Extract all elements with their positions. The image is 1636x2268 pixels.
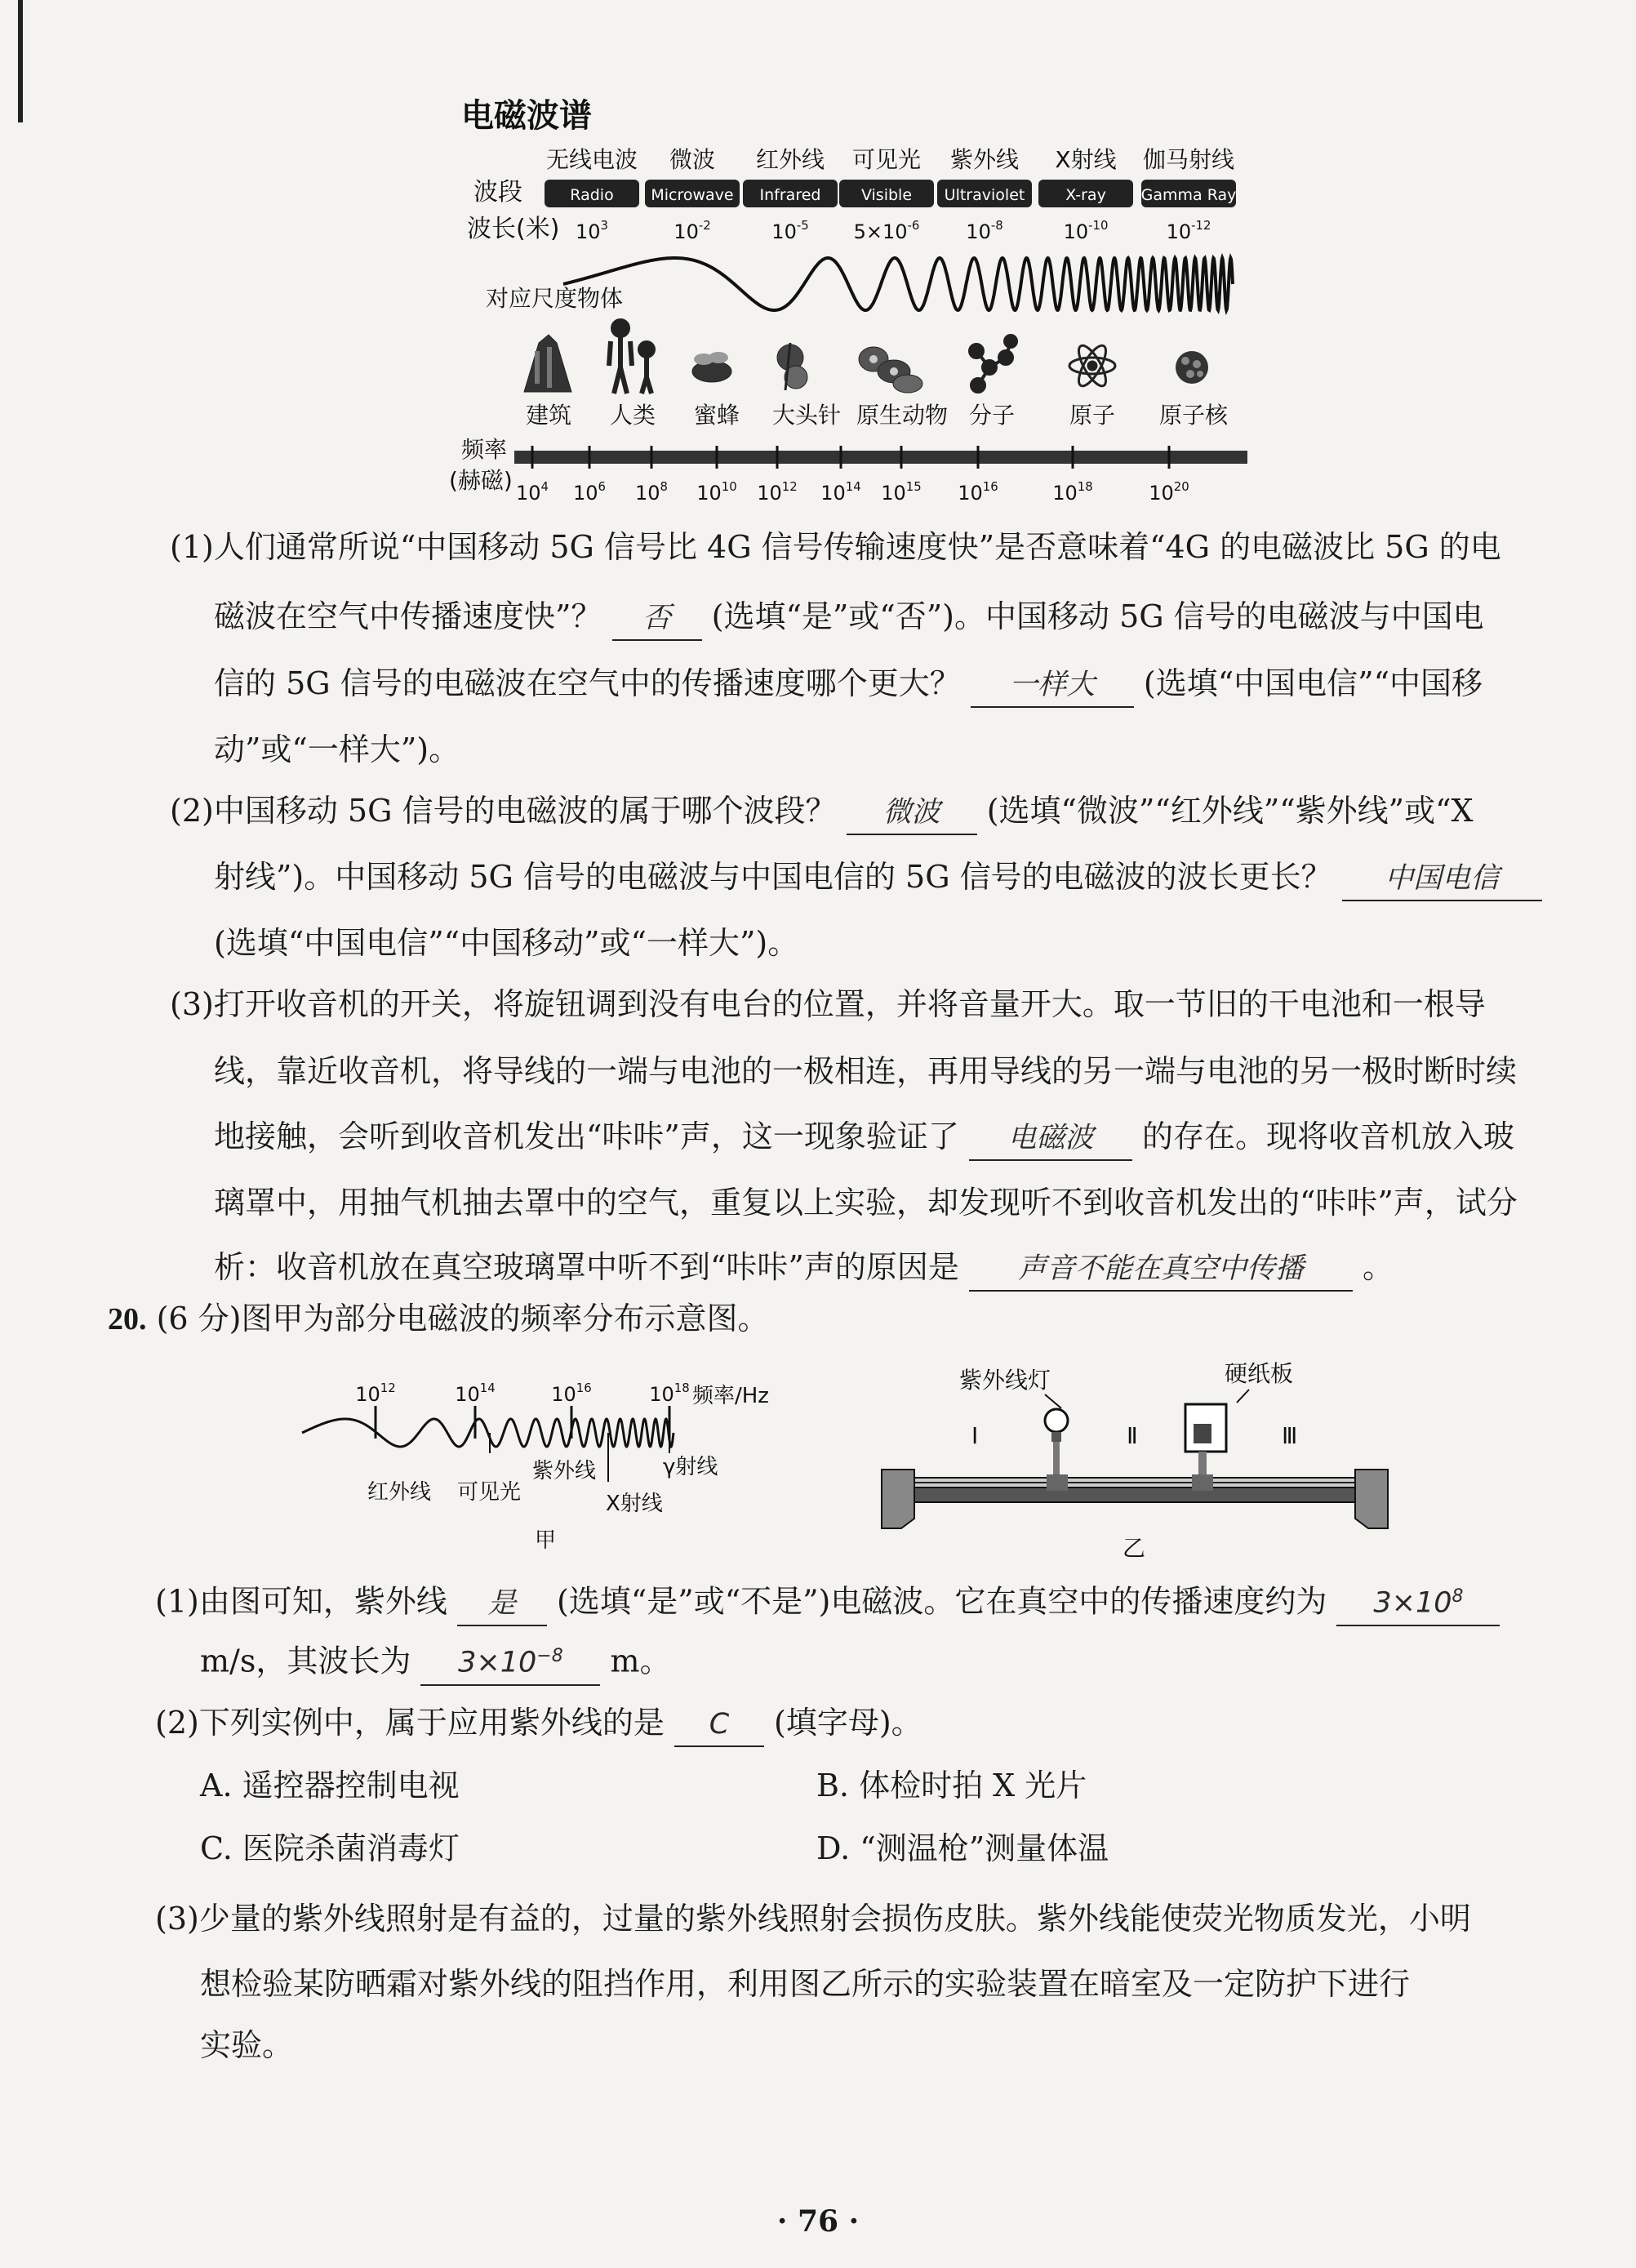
figure-yi-caption: 乙 [1123,1535,1146,1562]
figure-jia-tick-label: $10^{14}$ [455,1381,496,1406]
figure-jia-ticks [355,1381,689,1439]
band-name-cn: 可见光 [851,146,922,173]
q19-p3-line1: (3)打开收音机的开关，将旋钮调到没有电台的位置，并将音量开大。取一节旧的干电池和一根导 [170,986,1486,1022]
q20-p3-line2: 想检验某防晒霜对紫外线的阻挡作用，利用图乙所示的实验装置在暗室及一定防护下进行 [200,1966,1411,2002]
object-label: 人类 [609,402,656,429]
label-infrared: 红外线 [367,1480,432,1505]
q19-p1-text-a: 磁波在空气中传播速度快”？ [214,598,602,634]
cardboard-icon [1185,1404,1226,1476]
q20-number: 20. [108,1302,147,1336]
q19-p3-text-a: 地接触，会听到收音机发出“咔咔”声，这一现象验证了 [214,1118,959,1154]
q19-p3-line2: 线，靠近收音机，将导线的一端与电池的一极相连，再用导线的另一端与电池的另一极时断时续 [214,1053,1518,1089]
q19-answer-blank-2: 一样大 [971,664,1134,708]
freq-unit-label: 频率/Hz [692,1384,769,1408]
q20-option-b: B. 体检时拍 X 光片 [816,1768,1087,1803]
q20-answer-blank-3 [420,1635,600,1686]
wavelength-row-label: 波长(米) [467,215,560,243]
freq-tick-label: $10^{10}$ [696,479,737,505]
band-name-cn: X射线 [1055,146,1117,173]
band-name-en: Visible [860,186,913,204]
freq-tick-label: $10^{14}$ [820,479,861,505]
freq-tick-label: $10^{12}$ [757,479,798,505]
q19-p3-line3 [214,1112,1514,1161]
q20-option-c: C. 医院杀菌消毒灯 [200,1830,460,1866]
q20-answer-blank-4: C [674,1703,764,1747]
band-name-cn: 红外线 [755,146,825,173]
q19-p3-text-b: 的存在。现将收音机放入玻 [1142,1118,1515,1154]
object-label: 建筑 [525,402,572,429]
band-columns [545,146,1236,243]
scale-row-label: 对应尺度物体 [486,285,624,312]
q20-answer-3-exp: −8 [536,1646,563,1666]
region-2: Ⅱ [1127,1422,1138,1449]
q20-p1-text-b: (选填“是”或“不是”)电磁波。它在真空中的传播速度约为 [557,1583,1327,1620]
frequency-bar [514,451,1247,464]
q19-p3-text-c: 析：收音机放在真空玻璃罩中听不到“咔咔”声的原因是 [214,1249,959,1285]
q19-p3-line4: 璃罩中，用抽气机抽去罩中的空气，重复以上实验，却发现听不到收音机发出的“咔咔”声，试分 [214,1185,1518,1221]
figure-jia-caption: 甲 [535,1528,557,1553]
label-xray: X射线 [606,1492,663,1516]
freq-tick-label: $10^{18}$ [1052,479,1093,505]
q19-answer-blank-3: 微波 [847,791,977,835]
q19-p2-text-a: (2)中国移动 5G 信号的电磁波的属于哪个波段？ [170,793,837,829]
band-wavelength: $10^{-12}$ [1166,218,1211,243]
label-uv: 紫外线 [532,1459,597,1483]
band-name-en: Gamma Ray [1140,186,1237,204]
q19-p3-line5 [214,1243,1394,1292]
band-wavelength: $10^{-5}$ [771,218,809,243]
band-name-cn: 微波 [669,146,716,173]
q19-p1-text-d: (选填“中国电信”“中国移 [1143,665,1483,701]
freq-tick-label: $10^4$ [515,479,549,505]
q19-p2-line2 [214,852,1542,901]
optical-bench [882,1470,1388,1528]
q19-p1-line3 [214,659,1483,708]
object-icons [524,321,1208,394]
uv-lamp-icon [1045,1409,1068,1474]
object-label: 原子 [1069,402,1116,429]
q19-p2-line1 [170,786,1474,835]
q19-answer-blank-6: 声音不能在真空中传播 [969,1247,1353,1292]
figure-yi-optical-bench [865,1347,1404,1576]
object-label: 大头针 [771,402,842,429]
band-wavelength: $10^{-2}$ [674,218,711,243]
q20-p1-text-c: m/s，其波长为 [200,1643,411,1679]
freq-tick-label: $10^{20}$ [1149,479,1189,505]
q20-answer-3-base: 3×10 [458,1646,537,1679]
page-number: · 76 · [776,2204,860,2239]
label-gamma: γ射线 [663,1455,718,1479]
object-label: 原子核 [1158,402,1229,429]
q19-p1-line1: (1)人们通常所说“中国移动 5G 信号比 4G 信号传输速度快”是否意味着“4G 的电磁波比 5G 的电 [170,529,1501,565]
q19-p1-text-c: 信的 5G 信号的电磁波在空气中的传播速度哪个更大？ [214,665,961,701]
em-spectrum-figure [0,0,1636,523]
freq-row-label-1: 频率 [461,436,508,463]
figure-jia-frequency-diagram [0,1347,816,1559]
figure-jia-tick-label: $10^{12}$ [355,1381,396,1406]
band-wavelength: $10^3$ [575,218,609,243]
figure-jia-tick-label: $10^{16}$ [551,1381,592,1406]
q19-p1-text-b: (选填“是”或“否”)。中国移动 5G 信号的电磁波与中国电 [711,598,1484,634]
band-row-label: 波段 [473,178,522,207]
molecule-icon [970,336,1016,392]
nucleus-icon [1176,351,1208,384]
uv-lamp-label: 紫外线灯 [959,1367,1051,1394]
q20-p3-line3: 实验。 [200,2027,294,2063]
q19-answer-blank-1: 否 [612,597,702,641]
q20-p1-line1 [155,1576,1500,1626]
band-wavelength: $5\times 10^{-6}$ [853,218,920,243]
object-label: 蜜蜂 [693,402,740,429]
q20-p1-text-a: (1)由图可知，紫外线 [155,1583,447,1620]
atom-icon [1069,342,1115,389]
q19-p2-line3: (选填“中国电信”“中国移动”或“一样大”)。 [214,925,799,961]
band-name-en: Radio [570,186,614,204]
q19-answer-blank-5: 电磁波 [969,1117,1132,1161]
band-name-en: Microwave [651,186,734,204]
freq-tick-label: $10^8$ [634,479,669,505]
q20-stem-text: (6 分)图甲为部分电磁波的频率分布示意图。 [156,1301,769,1336]
human-icon [609,321,653,394]
band-wavelength: $10^{-8}$ [966,218,1003,243]
q20-answer-2-base: 3×10 [1373,1586,1452,1620]
q20-p2-line [155,1698,922,1747]
building-icon [524,335,571,392]
band-name-cn: 无线电波 [545,146,638,173]
q20-answer-2-exp: 8 [1452,1586,1464,1607]
figure-jia-tick-label: $10^{18}$ [649,1381,690,1406]
wave-curve-small [302,1419,674,1447]
q19-p2-text-b: (选填“微波”“红外线”“紫外线”或“X [986,793,1474,829]
band-name-en: Infrared [759,186,821,204]
q20-p2-text-a: (2)下列实例中，属于应用紫外线的是 [155,1705,665,1741]
q20-p2-text-b: (填字母)。 [774,1705,922,1741]
region-3: Ⅲ [1282,1422,1298,1449]
bee-icon [692,352,731,382]
freq-tick-label: $10^{15}$ [881,479,922,505]
band-wavelength: $10^{-10}$ [1063,218,1109,243]
q20-option-d: D. “测温枪”测量体温 [816,1830,1109,1866]
freq-row-label-2: (赫磁) [449,467,513,494]
q20-p1-line2 [200,1635,671,1686]
band-name-cn: 伽马射线 [1142,146,1235,173]
label-visible: 可见光 [457,1480,522,1505]
q20-answer-blank-2 [1336,1576,1500,1626]
q20-p3-line1: (3)少量的紫外线照射是有益的，过量的紫外线照射会损伤皮肤。紫外线能使荧光物质发光，小明 [155,1901,1471,1937]
protozoa-icon [859,347,922,393]
band-name-en: Ultraviolet [944,186,1025,204]
pin-icon [777,343,807,390]
wave-curve [563,258,1233,310]
freq-tick-label: $10^6$ [572,479,607,505]
q19-answer-blank-4: 中国电信 [1342,857,1542,901]
region-1: Ⅰ [971,1422,979,1449]
object-labels [526,402,1229,429]
cardboard-label: 硬纸板 [1225,1360,1294,1387]
q20-stem [108,1294,769,1344]
spectrum-title: 电磁波谱 [461,97,592,135]
q19-p1-line4: 动”或“一样大”)。 [214,732,460,767]
object-label: 原生动物 [856,402,949,429]
band-name-en: X-ray [1065,186,1106,204]
q20-p1-text-d: m。 [610,1643,671,1679]
q19-p3-text-d: 。 [1363,1249,1394,1285]
freq-tick-label: $10^{16}$ [958,479,998,505]
q20-answer-blank-1: 是 [457,1582,547,1626]
q19-p1-line2 [214,592,1484,641]
q19-p2-text-c: 射线”)。中国移动 5G 信号的电磁波与中国电信的 5G 信号的电磁波的波长更长？ [214,859,1332,895]
object-label: 分子 [968,402,1016,429]
q20-option-a: A. 遥控器控制电视 [200,1768,460,1803]
band-name-cn: 紫外线 [949,146,1020,173]
